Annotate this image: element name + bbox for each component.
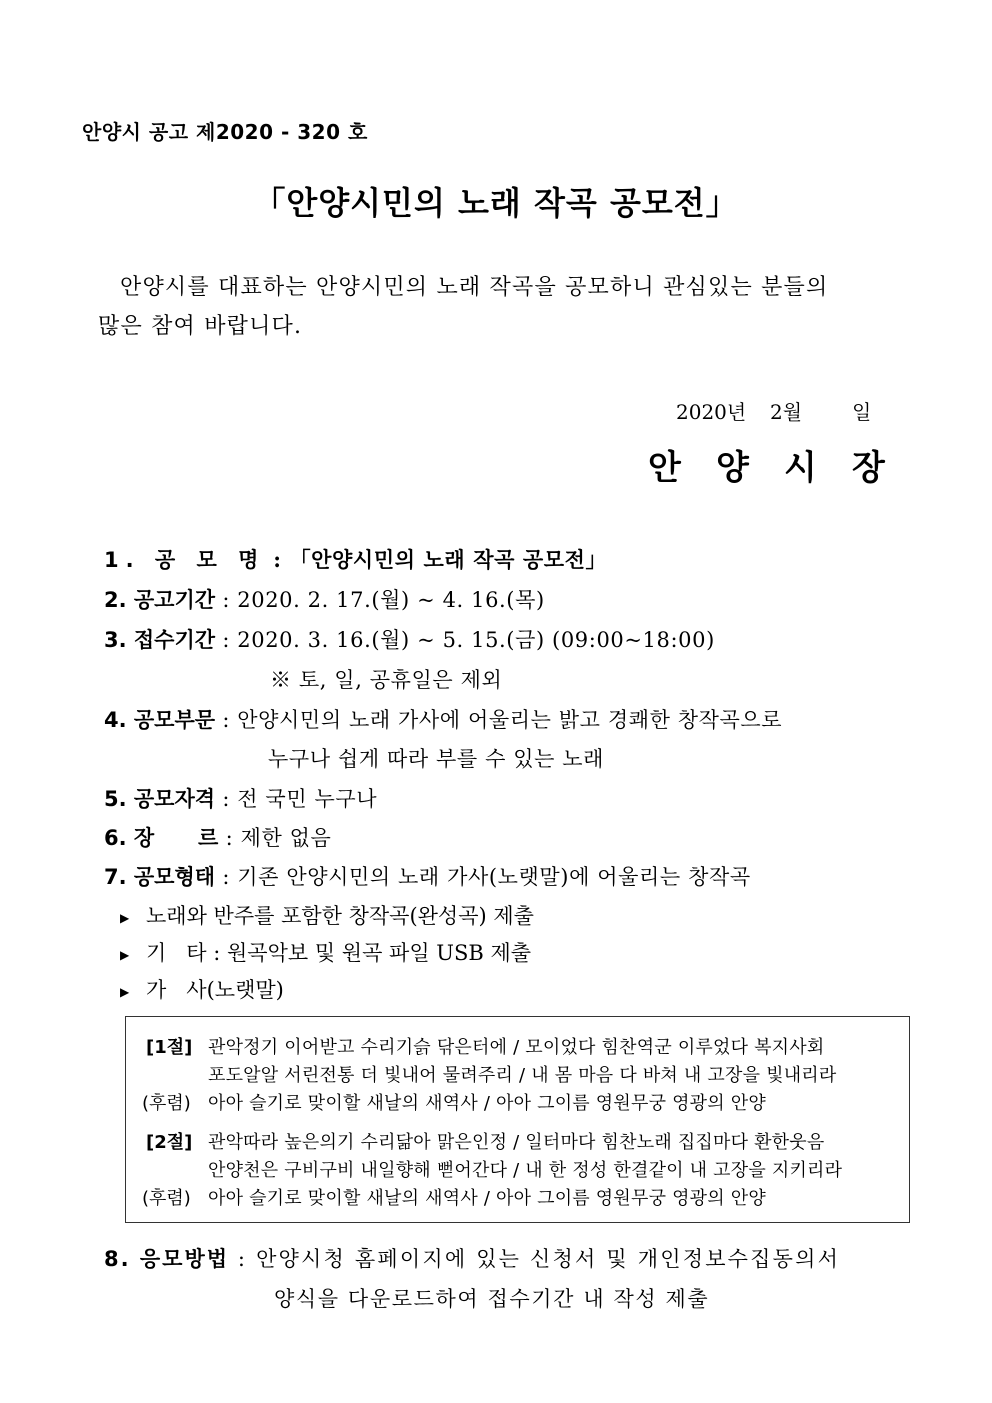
item-submission-period xyxy=(104,624,715,654)
item-value: : 안양시청 홈페이지에 있는 신청서 및 개인정보수집동의서 xyxy=(229,1247,841,1271)
verse1-line2: 포도알알 서린전통 더 빛내어 물려주리 / 내 몸 마음 다 바쳐 내 고장을 빛내리라 xyxy=(208,1065,837,1086)
chorus1-tag: (후렴) xyxy=(142,1093,191,1114)
verse2-line1: 관악따라 높은의기 수리닮아 맑은인정 / 일터마다 힘찬노래 집집마다 환한웃음 xyxy=(208,1132,825,1153)
bullet-text: 기 타 : 원곡악보 및 원곡 파일 USB 제출 xyxy=(146,941,532,965)
intro-line-2: 많은 참여 바랍니다. xyxy=(98,314,303,339)
item-value: : 기존 안양시민의 노래 가사(노랫말)에 어울리는 창작곡 xyxy=(215,865,751,889)
item-value: : 안양시민의 노래 가사에 어울리는 밝고 경쾌한 창작곡으로 xyxy=(215,708,783,732)
item-label: 2. 공고기간 xyxy=(104,588,216,612)
item-note: ※ 토, 일, 공휴일은 제외 xyxy=(270,668,503,692)
item-label: 5. 공모자격 xyxy=(104,787,216,811)
item-value: : 2020. 3. 16.(월) ~ 5. 15.(금) (09:00~18:00) xyxy=(215,628,715,652)
signature-char: 장 xyxy=(852,448,885,488)
item-note: 누구나 쉽게 따라 부를 수 있는 노래 xyxy=(268,747,605,771)
bullet-item xyxy=(120,900,534,930)
item-label: 8. 응모방법 xyxy=(104,1247,230,1271)
verse1-line1: 관악정기 이어받고 수리기슭 닦은터에 / 모이었다 힘찬역군 이루었다 복지사회 xyxy=(208,1037,825,1058)
verse2-tag: [2절] xyxy=(146,1132,193,1153)
lyrics-box xyxy=(125,1016,910,1223)
item-label: 6. 장 르 xyxy=(104,826,219,850)
item-label: 4. 공모부문 xyxy=(104,708,216,732)
bullet-item xyxy=(120,974,284,1004)
triangle-bullet-icon: ▶ xyxy=(120,910,130,925)
item-label: 7. 공모형태 xyxy=(104,865,216,889)
bullet-text: 노래와 반주를 포함한 창작곡(완성곡) 제출 xyxy=(146,904,534,928)
issue-date xyxy=(676,396,871,425)
chorus2-tag: (후렴) xyxy=(142,1188,191,1209)
item-application-note xyxy=(274,1283,709,1313)
notice-number: 안양시 공고 제2020 - 320 호 xyxy=(82,120,368,144)
item-notice-period xyxy=(104,584,545,614)
item-application-method xyxy=(104,1243,840,1273)
signature-char: 시 xyxy=(784,448,817,488)
item-submission-note xyxy=(270,664,502,694)
item-note: 양식을 다운로드하여 접수기간 내 작성 제출 xyxy=(274,1287,710,1311)
item-value: : 2020. 2. 17.(월) ~ 4. 16.(목) xyxy=(215,588,545,612)
signature-char: 양 xyxy=(716,448,749,488)
bullet-text: 가 사(노랫말) xyxy=(146,978,284,1002)
date-month: 2월 xyxy=(770,400,803,424)
triangle-bullet-icon: ▶ xyxy=(120,947,130,962)
signature-char: 안 xyxy=(648,448,681,488)
item-value: : 제한 없음 xyxy=(218,826,332,850)
date-day: 일 xyxy=(852,400,872,424)
item-value: : 전 국민 누구나 xyxy=(215,787,378,811)
triangle-bullet-icon: ▶ xyxy=(120,984,130,999)
item-format xyxy=(104,861,751,891)
document-title: 「안양시민의 노래 작곡 공모전」 xyxy=(253,184,739,222)
date-year: 2020년 xyxy=(676,400,747,424)
chorus2-line: 아아 슬기로 맞이할 새날의 새역사 / 아아 그이름 영원무궁 영광의 안양 xyxy=(208,1188,766,1209)
item-genre xyxy=(104,822,331,852)
item-category xyxy=(104,704,782,734)
item-eligibility xyxy=(104,783,377,813)
item-category-note xyxy=(268,743,604,773)
item-contest-name xyxy=(104,544,607,574)
item-value: : 「안양시민의 노래 작곡 공모전」 xyxy=(265,547,608,572)
item-label: 1. 공 모 명 xyxy=(104,548,266,572)
verse2-line2: 안양천은 구비구비 내일향해 뻗어간다 / 내 한 정성 한결같이 내 고장을 지키리라 xyxy=(208,1160,843,1181)
verse1-tag: [1절] xyxy=(146,1037,193,1058)
item-label: 3. 접수기간 xyxy=(104,628,216,652)
intro-line-1: 안양시를 대표하는 안양시민의 노래 작곡을 공모하니 관심있는 분들의 xyxy=(120,275,829,300)
chorus1-line: 아아 슬기로 맞이할 새날의 새역사 / 아아 그이름 영원무궁 영광의 안양 xyxy=(208,1093,766,1114)
bullet-item xyxy=(120,937,531,967)
signature-mayor xyxy=(648,440,920,489)
